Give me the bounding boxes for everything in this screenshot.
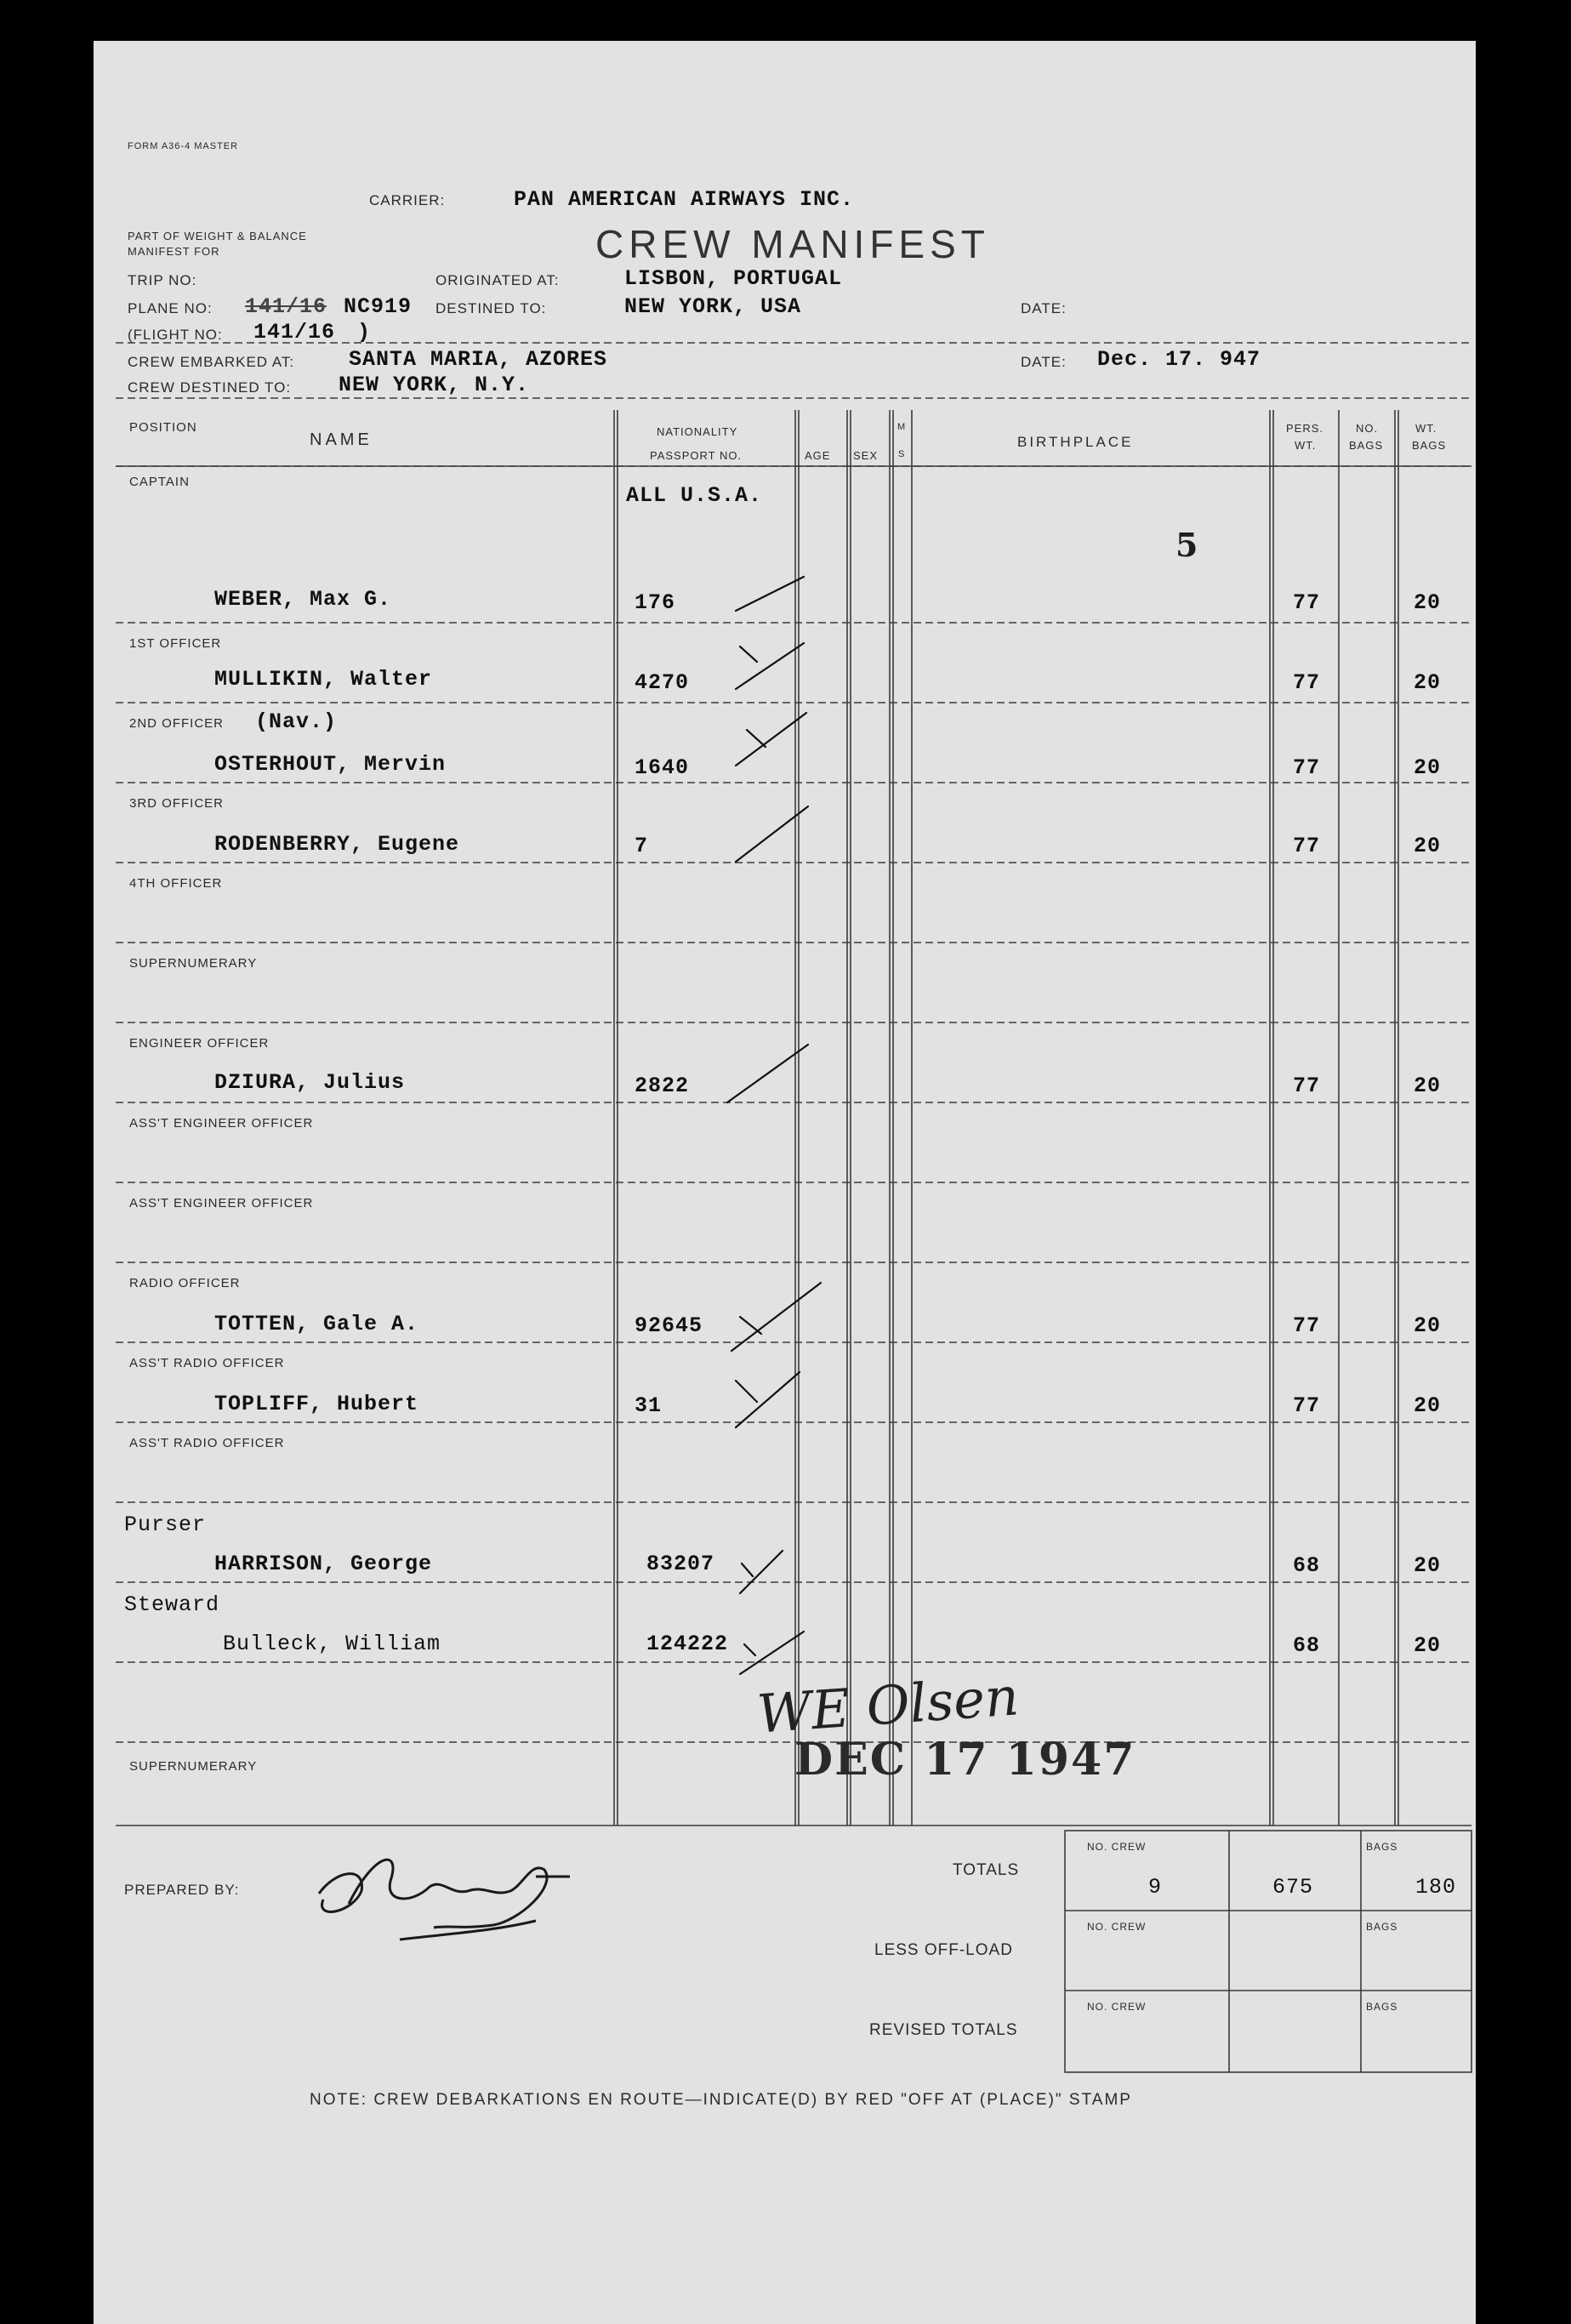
crew-destined-value: NEW YORK, N.Y. <box>339 373 530 397</box>
footer-note: NOTE: CREW DEBARKATIONS EN ROUTE—INDICATE(D) BY RED "OFF AT (PLACE)" STAMP <box>310 2091 1132 2109</box>
flight-no-value: 141/16 <box>253 320 336 345</box>
row-pers-wt: 77 <box>1293 1313 1321 1338</box>
no-crew-label: NO. CREW <box>1087 1921 1147 1933</box>
col-ms-2: S <box>898 449 906 459</box>
row-passport: 83207 <box>646 1552 715 1576</box>
row-passport: 124222 <box>646 1632 729 1656</box>
flight-no-label: (FLIGHT NO: <box>128 327 223 343</box>
no-crew-label: NO. CREW <box>1087 2001 1147 2013</box>
row-pers-wt: 77 <box>1293 1393 1321 1418</box>
totals-wt-bags: 180 <box>1415 1875 1457 1900</box>
row-position: ENGINEER OFFICER <box>129 1036 270 1051</box>
row-name: Bulleck, William <box>223 1632 441 1656</box>
part-of-label-1: PART OF WEIGHT & BALANCE <box>128 230 307 242</box>
row-wt-bags: 20 <box>1414 834 1442 858</box>
revised-totals-label: REVISED TOTALS <box>869 2021 1018 2039</box>
trip-no-label: TRIP NO: <box>128 272 197 288</box>
row-pers-wt: 77 <box>1293 670 1321 695</box>
col-ms-1: M <box>897 422 907 432</box>
row-passport: 31 <box>635 1393 663 1418</box>
row-position: ASS'T RADIO OFFICER <box>129 1436 285 1450</box>
row-position: RADIO OFFICER <box>129 1276 241 1290</box>
form-number: FORM A36-4 MASTER <box>128 141 239 151</box>
part-of-label-2: MANIFEST FOR <box>128 245 220 258</box>
row-position: ASS'T ENGINEER OFFICER <box>129 1196 314 1210</box>
row-pers-wt: 77 <box>1293 1074 1321 1098</box>
plane-no-struck: 141/16 <box>245 294 327 319</box>
row-wt-bags: 20 <box>1414 1393 1442 1418</box>
col-wt-bags-2: BAGS <box>1412 439 1447 452</box>
row-wt-bags: 20 <box>1414 1553 1442 1578</box>
row-position: ASS'T RADIO OFFICER <box>129 1356 285 1370</box>
date-value-2: Dec. 17. 947 <box>1097 347 1261 372</box>
col-pers-wt-2: WT. <box>1295 439 1317 452</box>
row-position-note: (Nav.) <box>255 709 338 734</box>
col-age: AGE <box>805 449 831 462</box>
crew-embarked-value: SANTA MARIA, AZORES <box>349 347 608 372</box>
row-position: SUPERNUMERARY <box>129 1759 258 1774</box>
row-name: RODENBERRY, Eugene <box>214 832 460 857</box>
col-nationality-2: PASSPORT NO. <box>650 449 743 462</box>
inspector-signature-stamp: WE Olsen <box>754 1665 1021 1746</box>
bags-label: BAGS <box>1366 1841 1398 1853</box>
destined-to-label: DESTINED TO: <box>435 300 547 316</box>
date-label-1: DATE: <box>1021 300 1067 316</box>
crew-embarked-label: CREW EMBARKED AT: <box>128 354 295 370</box>
col-pers-wt-1: PERS. <box>1286 422 1324 435</box>
row-pers-wt: 68 <box>1293 1553 1321 1578</box>
row-wt-bags: 20 <box>1414 1313 1442 1338</box>
col-name: NAME <box>310 430 373 449</box>
row-name: DZIURA, Julius <box>214 1070 406 1095</box>
row-passport: 92645 <box>635 1313 703 1338</box>
row-position: 1ST OFFICER <box>129 636 222 651</box>
less-offload-label: LESS OFF-LOAD <box>874 1941 1013 1959</box>
bags-label: BAGS <box>1366 1921 1398 1933</box>
row-position: Purser <box>124 1512 207 1537</box>
col-position: POSITION <box>129 420 197 435</box>
destined-to-value: NEW YORK, USA <box>624 294 802 319</box>
totals-label: TOTALS <box>953 1861 1020 1879</box>
date-stamp: DEC 17 1947 <box>794 1734 1136 1786</box>
col-sex: SEX <box>853 449 879 462</box>
row-wt-bags: 20 <box>1414 590 1442 615</box>
row-passport: 2822 <box>635 1074 690 1098</box>
row-position: 4TH OFFICER <box>129 876 223 891</box>
row-wt-bags: 20 <box>1414 755 1442 780</box>
totals-no-crew: 9 <box>1148 1875 1163 1900</box>
carrier-label: CARRIER: <box>369 192 446 208</box>
row-position: SUPERNUMERARY <box>129 956 258 971</box>
row-position: 2ND OFFICER <box>129 716 225 731</box>
row-name: HARRISON, George <box>214 1552 433 1576</box>
flight-no-close: ) <box>357 320 372 345</box>
row-position: Steward <box>124 1592 220 1617</box>
col-nationality-1: NATIONALITY <box>657 425 738 438</box>
row-pers-wt: 77 <box>1293 834 1321 858</box>
row-position: ASS'T ENGINEER OFFICER <box>129 1116 314 1131</box>
row-position: CAPTAIN <box>129 475 190 489</box>
plane-no-label: PLANE NO: <box>128 300 213 316</box>
nationality-note: ALL U.S.A. <box>626 483 763 508</box>
row-wt-bags: 20 <box>1414 670 1442 695</box>
date-label-2: DATE: <box>1021 354 1067 370</box>
row-wt-bags: 20 <box>1414 1633 1442 1658</box>
manifest-sheet <box>94 41 1476 2324</box>
row-name: MULLIKIN, Walter <box>214 667 433 692</box>
plane-no-value: NC919 <box>344 294 413 319</box>
no-crew-label: NO. CREW <box>1087 1841 1147 1853</box>
row-pers-wt: 68 <box>1293 1633 1321 1658</box>
col-no-bags-2: BAGS <box>1349 439 1384 452</box>
preparer-signature <box>319 1860 570 1940</box>
totals-pers-wt: 675 <box>1272 1875 1314 1900</box>
row-position: 3RD OFFICER <box>129 796 225 811</box>
row-passport: 7 <box>635 834 649 858</box>
originated-at-label: ORIGINATED AT: <box>435 272 560 288</box>
row-name: OSTERHOUT, Mervin <box>214 752 447 777</box>
row-passport: 1640 <box>635 755 690 780</box>
prepared-by-label: PREPARED BY: <box>124 1882 240 1898</box>
row-pers-wt: 77 <box>1293 755 1321 780</box>
row-passport: 4270 <box>635 670 690 695</box>
page-title: CREW MANIFEST <box>595 222 990 266</box>
row-wt-bags: 20 <box>1414 1074 1442 1098</box>
row-passport: 176 <box>635 590 676 615</box>
col-birthplace: BIRTHPLACE <box>1017 434 1134 450</box>
row-name: TOTTEN, Gale A. <box>214 1312 419 1336</box>
bags-label: BAGS <box>1366 2001 1398 2013</box>
row-pers-wt: 77 <box>1293 590 1321 615</box>
carrier-value: PAN AMERICAN AIRWAYS INC. <box>514 187 855 212</box>
row-name: WEBER, Max G. <box>214 587 392 612</box>
col-wt-bags-1: WT. <box>1415 422 1437 435</box>
originated-at-value: LISBON, PORTUGAL <box>624 266 843 291</box>
page-number: 5 <box>1175 526 1198 564</box>
col-no-bags-1: NO. <box>1356 422 1379 435</box>
form-grid-lines <box>94 41 1476 2324</box>
crew-destined-label: CREW DESTINED TO: <box>128 379 292 396</box>
row-name: TOPLIFF, Hubert <box>214 1392 419 1416</box>
